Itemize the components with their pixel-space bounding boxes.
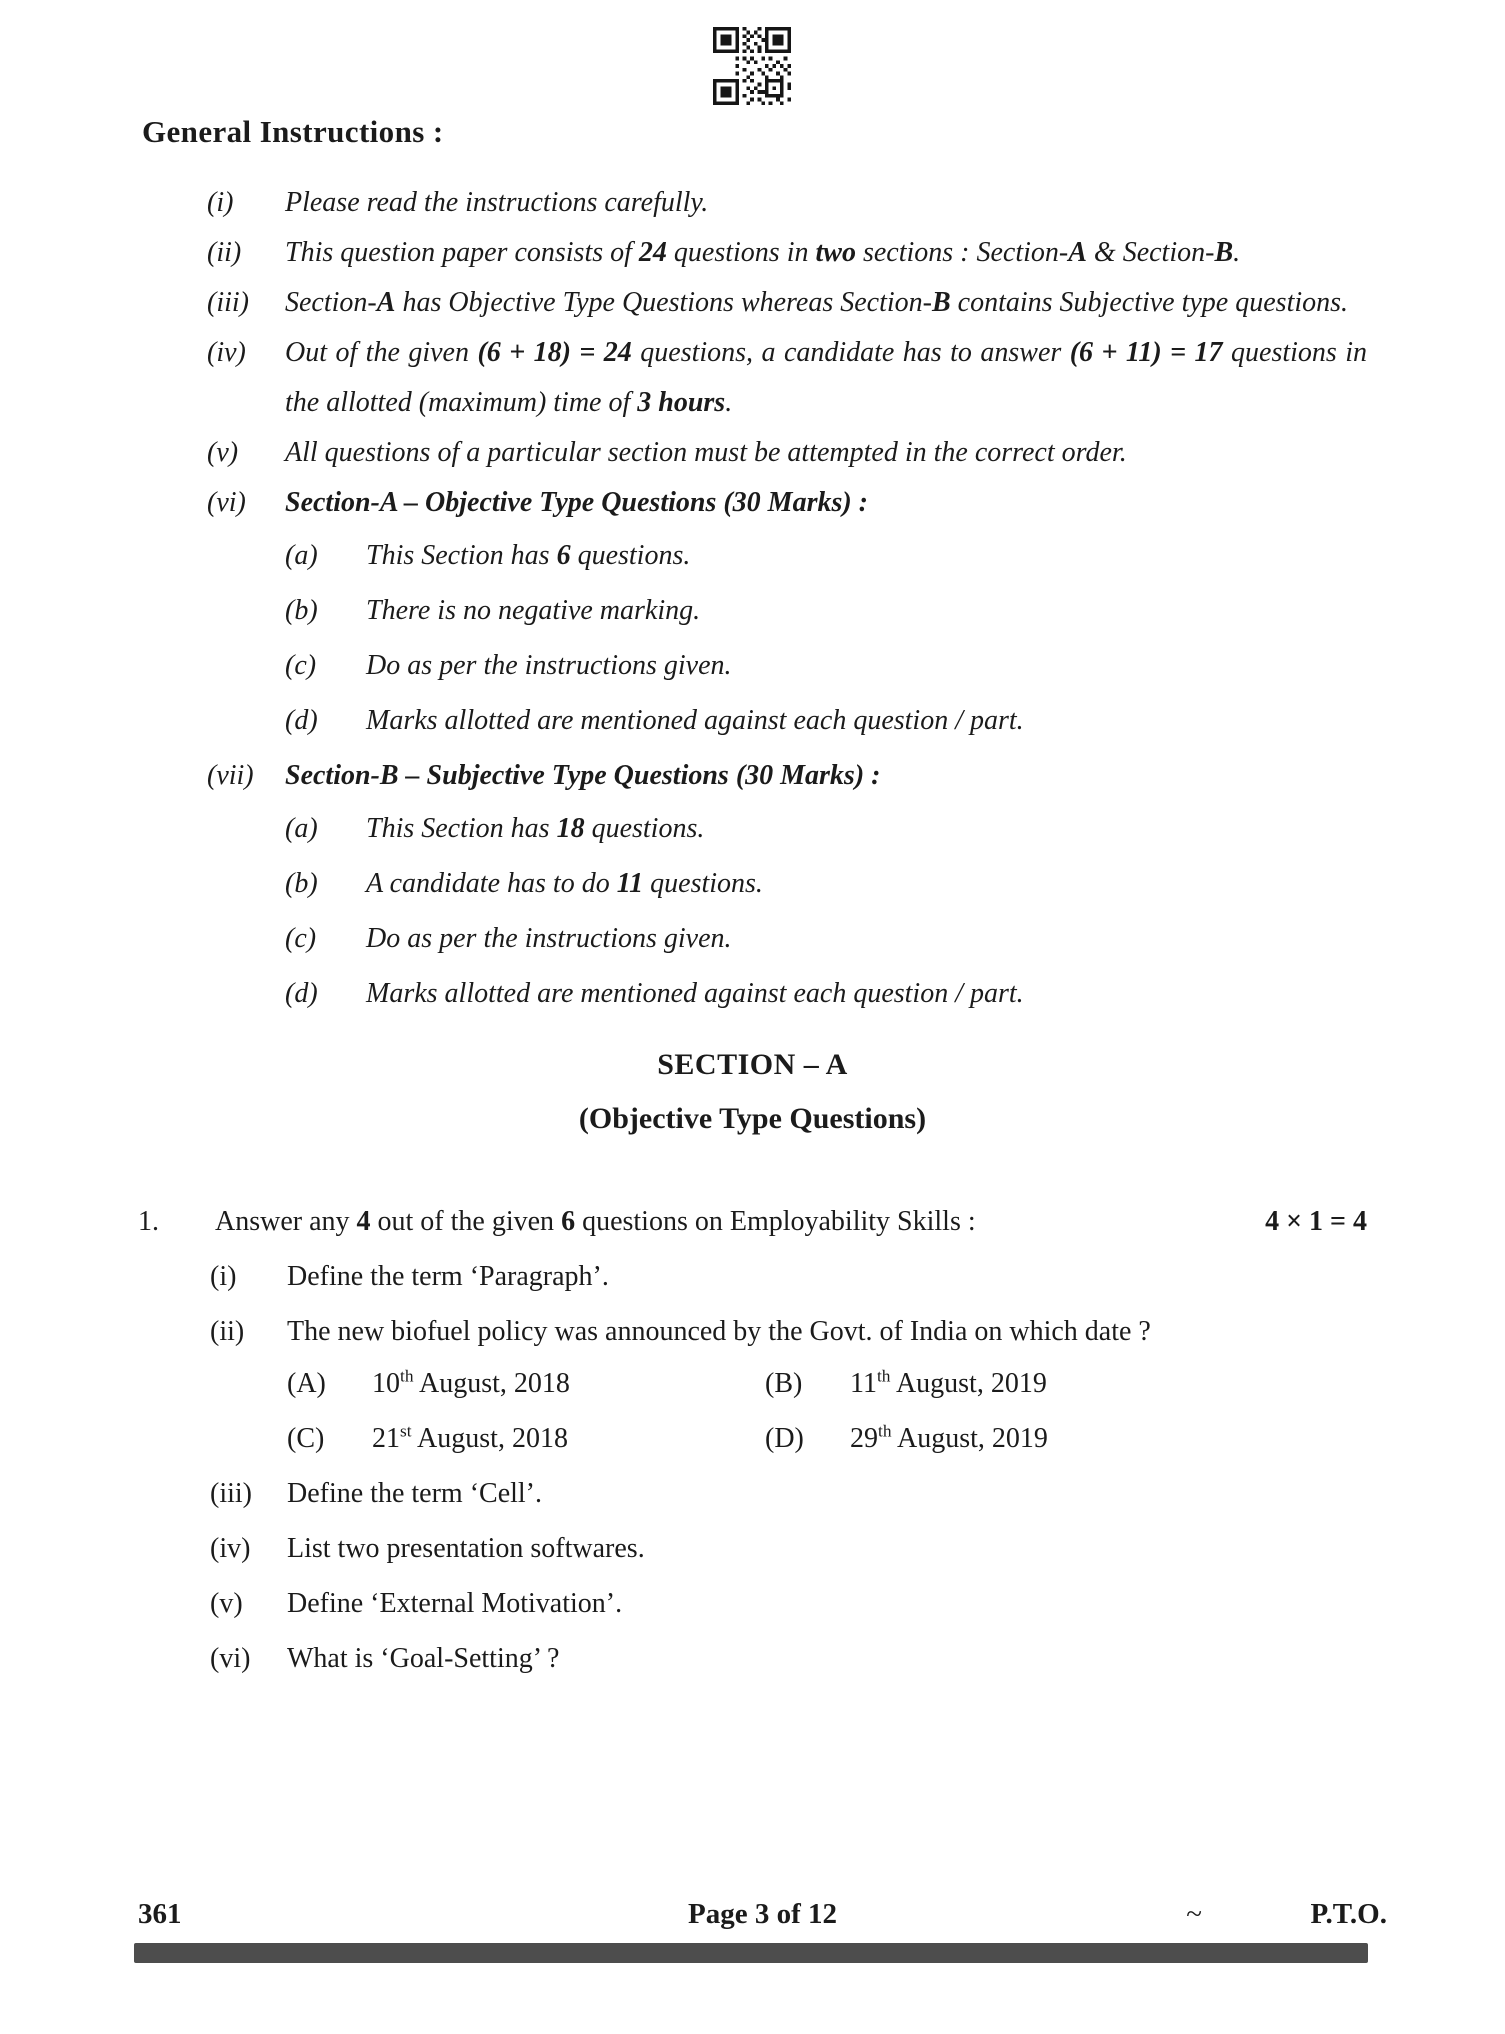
subitem-text: There is no negative marking. xyxy=(366,595,701,626)
question-1 xyxy=(138,1197,1367,1684)
instruction-text: All questions of a particular section must be attempted in the correct order. xyxy=(285,437,1127,468)
instruction-subitem xyxy=(285,531,1367,581)
option-label: (C) xyxy=(287,1423,325,1454)
ordinal-suffix: th xyxy=(878,1421,892,1441)
instruction-sublist xyxy=(285,531,1367,746)
subquestion-text: Define the term ‘Cell’. xyxy=(287,1478,543,1509)
instruction-label: (iii) xyxy=(207,287,249,318)
subquestion xyxy=(210,1634,1367,1684)
instruction-item xyxy=(207,428,1367,478)
subquestion-label: (v) xyxy=(210,1588,243,1619)
section-a-subtitle: (Objective Type Questions) xyxy=(578,1102,927,1135)
general-instructions-list xyxy=(207,178,1367,1019)
subitem-label: (c) xyxy=(285,923,317,954)
subitem-label: (b) xyxy=(285,595,318,626)
qr-code xyxy=(711,27,793,105)
instruction-text: Please read the instructions carefully. xyxy=(285,187,709,218)
question-number: 1. xyxy=(138,1206,159,1237)
instruction-subitem xyxy=(285,804,1367,854)
instruction-label: (v) xyxy=(207,437,239,468)
page-number: Page 3 of 12 xyxy=(688,1898,837,1930)
subquestion-text: Define the term ‘Paragraph’. xyxy=(287,1261,609,1292)
subquestion xyxy=(210,1252,1367,1302)
instruction-subitem xyxy=(285,914,1367,964)
subitem-label: (b) xyxy=(285,868,318,899)
ordinal-suffix: st xyxy=(400,1421,412,1441)
tilde-mark: ~ xyxy=(1186,1898,1202,1930)
instruction-label: (ii) xyxy=(207,237,242,268)
instruction-item xyxy=(207,228,1367,278)
instruction-item xyxy=(207,478,1367,528)
section-a-title: SECTION – A xyxy=(657,1048,848,1081)
mcq-option xyxy=(765,1414,1367,1464)
instruction-subitem xyxy=(285,969,1367,1019)
subquestion-label: (ii) xyxy=(210,1316,245,1347)
subquestion-label: (iii) xyxy=(210,1478,252,1509)
subquestion-label: (i) xyxy=(210,1261,237,1292)
question-marks: 4 × 1 = 4 xyxy=(1265,1206,1367,1237)
subitem-text: Do as per the instructions given. xyxy=(366,650,732,681)
paper-code: 361 xyxy=(138,1898,182,1930)
option-text: 29th August, 2019 xyxy=(850,1421,1048,1454)
subquestion-text: Define ‘External Motivation’. xyxy=(287,1588,623,1619)
question-1-stem-row xyxy=(138,1197,1367,1247)
option-text: 10th August, 2018 xyxy=(372,1366,570,1399)
ordinal-suffix: th xyxy=(400,1366,414,1386)
subitem-label: (a) xyxy=(285,813,318,844)
instruction-text: Section-A has Objective Type Questions whereas Section-B contains Subjective type questions. xyxy=(285,287,1349,318)
subquestion-body xyxy=(287,1307,1367,1464)
instruction-item xyxy=(207,278,1367,328)
option-text: 21st August, 2018 xyxy=(372,1421,568,1454)
subquestion xyxy=(210,1524,1367,1574)
question-stem: Answer any 4 out of the given 6 questions on Employability Skills : xyxy=(215,1206,976,1237)
subitem-label: (c) xyxy=(285,650,317,681)
subitem-text: A candidate has to do 11 questions. xyxy=(366,868,763,899)
instruction-text: Section-B – Subjective Type Questions (30 Marks) : xyxy=(285,760,881,791)
option-text: 11th August, 2019 xyxy=(850,1366,1047,1399)
instruction-item xyxy=(207,751,1367,801)
page-content xyxy=(138,112,1367,1684)
instruction-item xyxy=(207,178,1367,228)
option-label: (A) xyxy=(287,1368,326,1399)
mcq-option xyxy=(287,1359,765,1409)
instruction-text: Section-A – Objective Type Questions (30 Marks) : xyxy=(285,487,869,518)
subitem-text: This Section has 6 questions. xyxy=(366,540,691,571)
subitem-text: Marks allotted are mentioned against each question / part. xyxy=(366,705,1024,736)
subquestion-label: (iv) xyxy=(210,1533,251,1564)
question-1-subquestions xyxy=(210,1252,1367,1684)
subquestion-label: (vi) xyxy=(210,1643,251,1674)
mcq-option xyxy=(287,1414,765,1464)
qr-code-graphic xyxy=(711,27,793,105)
subitem-text: Do as per the instructions given. xyxy=(366,923,732,954)
option-label: (B) xyxy=(765,1368,803,1399)
mcq-options xyxy=(287,1359,1367,1464)
instruction-subitem xyxy=(285,696,1367,746)
instruction-label: (vi) xyxy=(207,487,246,518)
subitem-label: (a) xyxy=(285,540,318,571)
subitem-label: (d) xyxy=(285,978,318,1009)
general-instructions-heading: General Instructions : xyxy=(142,114,444,149)
subquestion-text: List two presentation softwares. xyxy=(287,1533,645,1564)
subquestion xyxy=(210,1579,1367,1629)
instruction-text: This question paper consists of 24 questions in two sections : Section-A & Section-B. xyxy=(285,237,1241,268)
instruction-sublist xyxy=(285,804,1367,1019)
instruction-label: (vii) xyxy=(207,760,254,791)
instruction-text: Out of the given (6 + 18) = 24 questions, a candidate has to answer (6 + 11) = 17 questions in the allotted (maximum) time of 3 hours. xyxy=(285,337,1368,418)
subitem-text: Marks allotted are mentioned against each question / part. xyxy=(366,978,1024,1009)
instruction-label: (iv) xyxy=(207,337,246,368)
subitem-text: This Section has 18 questions. xyxy=(366,813,705,844)
instruction-label: (i) xyxy=(207,187,234,218)
subquestion-text: The new biofuel policy was announced by the Govt. of India on which date ? xyxy=(287,1316,1151,1347)
pto-label: P.T.O. xyxy=(1310,1898,1387,1930)
ordinal-suffix: th xyxy=(876,1366,891,1386)
subquestion xyxy=(210,1469,1367,1519)
subquestion xyxy=(210,1307,1367,1464)
instruction-subitem xyxy=(285,586,1367,636)
instruction-subitem xyxy=(285,641,1367,691)
bottom-divider-bar xyxy=(134,1943,1368,1963)
page-footer xyxy=(138,1898,1387,1938)
instruction-item xyxy=(207,328,1367,428)
subquestion-text: What is ‘Goal-Setting’ ? xyxy=(287,1643,560,1674)
instruction-subitem xyxy=(285,859,1367,909)
subitem-label: (d) xyxy=(285,705,318,736)
option-label: (D) xyxy=(765,1423,804,1454)
mcq-option xyxy=(765,1359,1367,1409)
